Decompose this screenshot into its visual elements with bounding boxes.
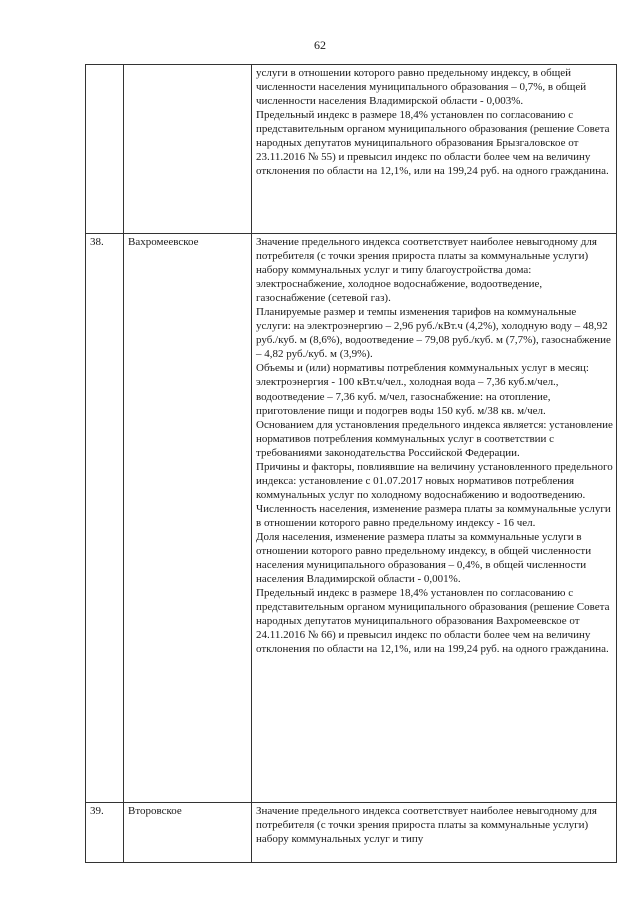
paragraph: услуги в отношении которого равно предельному индексу, в общей численности населения муниципального образования – 0,7%, в общей численности населения Владимирской области - 0,003%. [256, 67, 587, 108]
row-number-cell [86, 65, 124, 234]
paragraph: Причины и факторы, повлиявшие на величину установленного предельного индекса: установление с 01.07.2017 новых нормативов потребления коммунальных услуг по холодному водоснабжению и водоотведению. [256, 460, 613, 501]
municipality-name-cell [124, 65, 252, 234]
paragraph: Планируемые размер и темпы изменения тарифов на коммунальные услуги: на электроэнергию – 2,96 руб./кВт.ч (4,2%), холодную воду – 48,92 руб./куб. м (8,6%), водоотведение – 79,08 руб./куб. м (7,7%), газоснабжение – 4,82 руб./куб. м (3,9%). [256, 306, 611, 361]
municipal-index-table [85, 64, 617, 863]
paragraph: Объемы и (или) нормативы потребления коммунальных услуг в месяц: электроэнергия - 100 кВт.ч/чел., холодная вода – 7,36 куб.м/чел., водоотведение – 7,36 куб. м/чел, газоснабжение: на отопление, приготовление пищи и подогрев воды 150 куб. м/38 кв. м/чел. [256, 362, 589, 417]
description-cell [252, 234, 617, 803]
description-cell [252, 803, 617, 863]
municipality-name-cell: Вахромеевское [124, 234, 252, 803]
paragraph: Основанием для установления предельного индекса является: установление нормативов потребления коммунальных услуг в соответствии с требованиями законодательства Российской Федерации. [256, 418, 613, 459]
paragraph: Предельный индекс в размере 18,4% установлен по согласованию с представительным органом муниципального образования (решение Совета народных депутатов муниципального образования Вахромеевское от 24.11.2016 № 66) и превысил индекс по области более чем на величину отклонения по области на 12,1%, или на 199,24 руб. на одного гражданина. [256, 587, 610, 656]
paragraph: Предельный индекс в размере 18,4% установлен по согласованию с представительным органом муниципального образования (решение Совета народных депутатов муниципального образования Брызгаловское от 23.11.2016 № 55) и превысил индекс по области более чем на величину отклонения по области на 12,1%, или на 199,24 руб. на одного гражданина. [256, 109, 610, 178]
row-number-cell: 38. [86, 234, 124, 803]
municipality-name-cell: Второвское [124, 803, 252, 863]
paragraph: Численность населения, изменение размера платы за коммунальные услуги в отношении которого равно предельному индексу - 16 чел. [256, 502, 611, 529]
paragraph: Доля населения, изменение размера платы за коммунальные услуги в отношении которого равно предельному индексу, в общей численности населения муниципального образования – 0,4%, в общей численности населения Владимирской области - 0,001%. [256, 530, 592, 586]
description-cell [252, 65, 617, 234]
table-row [86, 65, 617, 234]
table-row [86, 234, 617, 803]
page-number: 62 [314, 38, 326, 52]
paragraph: Значение предельного индекса соответствует наиболее невыгодному для потребителя (с точки зрения прироста платы за коммунальные услуги) набору коммунальных услуг и типу благоустройства дома: электроснабжение, холодное водоснабжение, водоотведение, газоснабжение (сетевой газ). [256, 236, 597, 305]
paragraph: Значение предельного индекса соответствует наиболее невыгодному для потребителя (с точки зрения прироста платы за коммунальные услуги) набору коммунальных услуг и типу [256, 805, 597, 846]
row-number-cell: 39. [86, 803, 124, 863]
table-row [86, 803, 617, 863]
